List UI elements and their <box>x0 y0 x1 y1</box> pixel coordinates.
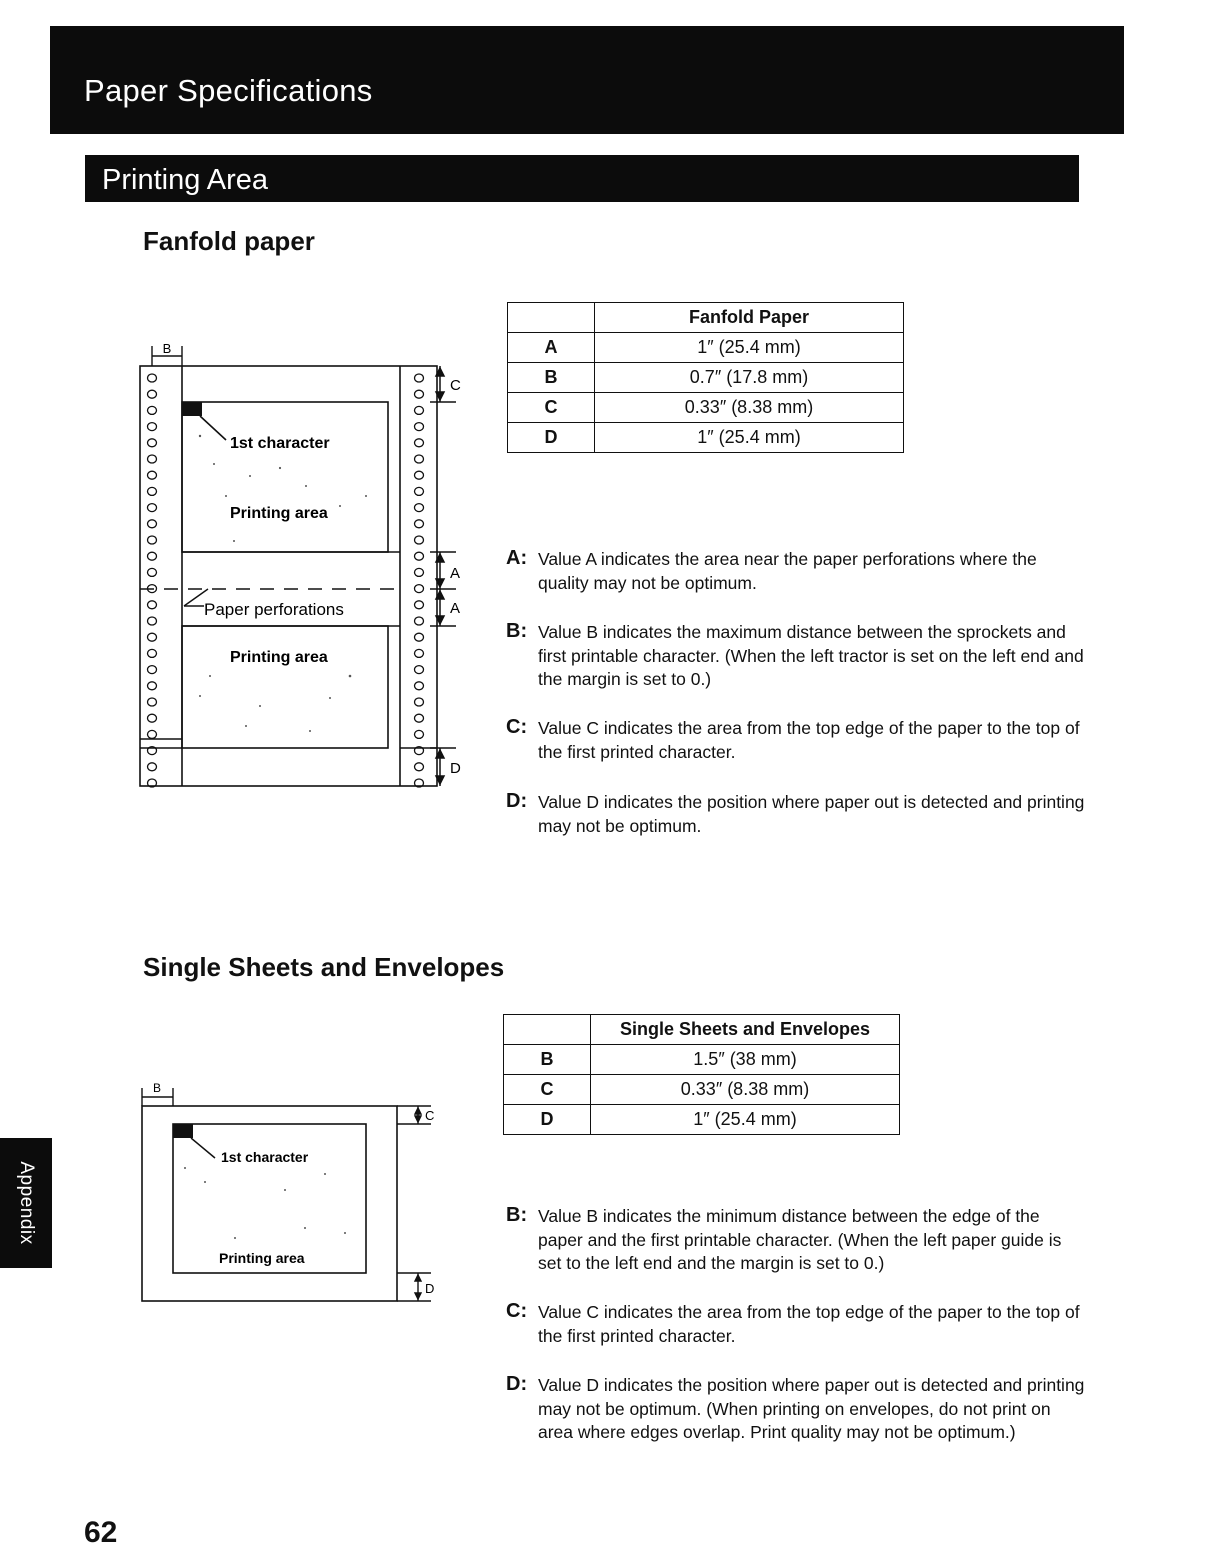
sprocket-hole <box>148 568 157 576</box>
sprocket-hole <box>148 730 157 738</box>
table-key-cell: A <box>508 333 595 363</box>
sprocket-hole <box>148 487 157 495</box>
fanfold-label-b: B <box>162 341 172 356</box>
page-number: 62 <box>84 1516 118 1549</box>
table-key-cell: C <box>508 393 595 423</box>
fanfold-table <box>507 302 904 453</box>
fanfold-paper-perforations: Paper perforations <box>204 600 344 619</box>
definition-text: Value A indicates the area near the paper perforations where the quality may not be optimum. <box>538 549 1037 593</box>
sprocket-hole <box>148 406 157 414</box>
sprocket-holes-right <box>415 374 424 787</box>
definition-letter: B: <box>506 620 528 642</box>
table-key-cell: B <box>508 363 595 393</box>
table-corner-cell <box>508 303 595 333</box>
sprocket-hole <box>415 633 424 641</box>
single-sheets-heading: Single Sheets and Envelopes <box>143 952 505 982</box>
fanfold-label-a-bottom: A <box>450 600 461 617</box>
sprocket-hole <box>415 552 424 560</box>
fanfold-label-d: D <box>450 760 461 777</box>
sprocket-hole <box>415 487 424 495</box>
single-first-character: 1st character <box>221 1149 309 1165</box>
table-value-cell: 0.7″ (17.8 mm) <box>595 363 904 393</box>
single-definition-c <box>506 1301 1086 1348</box>
single-printing-area: Printing area <box>219 1250 305 1266</box>
section-header <box>85 155 1079 202</box>
sprocket-hole <box>415 455 424 463</box>
single-sheets-diagram <box>135 1078 445 1308</box>
table-value-cell: 1″ (25.4 mm) <box>595 333 904 363</box>
section-title: Printing Area <box>102 164 269 196</box>
table-value-cell: 0.33″ (8.38 mm) <box>595 393 904 423</box>
table-key-cell: B <box>504 1045 591 1075</box>
sprocket-hole <box>148 552 157 560</box>
sprocket-hole <box>148 617 157 625</box>
fanfold-table-header: Fanfold Paper <box>595 303 904 333</box>
fanfold-label-a-top: A <box>450 565 461 582</box>
definition-text: Value C indicates the area from the top edge of the paper to the top of the first printed character. <box>538 718 1080 762</box>
sprocket-hole <box>148 536 157 544</box>
table-value-cell: 1″ (25.4 mm) <box>591 1105 900 1135</box>
table-value-cell: 0.33″ (8.38 mm) <box>591 1075 900 1105</box>
table-row <box>508 363 904 393</box>
appendix-tab <box>0 1138 52 1268</box>
table-value-cell: 1″ (25.4 mm) <box>595 423 904 453</box>
sprocket-hole <box>415 714 424 722</box>
fanfold-definition-c <box>506 717 1086 764</box>
sprocket-hole <box>415 390 424 398</box>
sprocket-hole <box>148 423 157 431</box>
fanfold-definition-a <box>506 548 1086 595</box>
sprocket-hole <box>148 520 157 528</box>
fanfold-printing-area-bottom: Printing area <box>230 649 328 666</box>
sprocket-hole <box>415 682 424 690</box>
sprocket-hole <box>415 520 424 528</box>
sprocket-hole <box>148 390 157 398</box>
fanfold-definition-d <box>506 791 1086 838</box>
sprocket-hole <box>148 471 157 479</box>
table-value-cell: 1.5″ (38 mm) <box>591 1045 900 1075</box>
definition-letter: D: <box>506 790 528 812</box>
sprocket-hole <box>148 666 157 674</box>
table-corner-cell <box>504 1015 591 1045</box>
table-header-row <box>504 1015 900 1045</box>
sprocket-hole <box>415 666 424 674</box>
table-row <box>504 1075 900 1105</box>
sprocket-hole <box>415 471 424 479</box>
fanfold-definition-b <box>506 621 1086 692</box>
table-row <box>508 393 904 423</box>
definition-text: Value D indicates the position where paper out is detected and printing may not be optimum. <box>538 792 1085 836</box>
sprocket-holes-left <box>148 374 157 787</box>
sprocket-hole <box>415 439 424 447</box>
fanfold-label-c: C <box>450 377 461 394</box>
definition-letter: D: <box>506 1373 528 1395</box>
single-label-d: D <box>425 1281 435 1296</box>
definition-letter: C: <box>506 1300 528 1322</box>
table-header-row <box>508 303 904 333</box>
appendix-tab-label: Appendix <box>16 1161 37 1245</box>
table-key-cell: D <box>504 1105 591 1135</box>
table-row <box>508 333 904 363</box>
sprocket-hole <box>415 617 424 625</box>
sprocket-hole <box>415 374 424 382</box>
page-header <box>50 26 1124 134</box>
definition-text: Value D indicates the position where paper out is detected and printing may not be optimum. (When printing on envelopes, do not print on area where edges overlap. Print quality may not be optimum.) <box>538 1375 1085 1442</box>
sprocket-hole <box>148 374 157 382</box>
table-key-cell: C <box>504 1075 591 1105</box>
sprocket-hole <box>415 763 424 771</box>
single-definition-b <box>506 1205 1086 1276</box>
single-label-c: C <box>425 1108 435 1123</box>
table-row <box>508 423 904 453</box>
single-table-header: Single Sheets and Envelopes <box>591 1015 900 1045</box>
fanfold-heading: Fanfold paper <box>143 226 315 256</box>
sprocket-hole <box>415 568 424 576</box>
sprocket-hole <box>148 714 157 722</box>
sprocket-hole <box>148 439 157 447</box>
sprocket-hole <box>148 504 157 512</box>
definition-letter: C: <box>506 716 528 738</box>
single-definition-d <box>506 1374 1086 1445</box>
table-key-cell: D <box>508 423 595 453</box>
table-row <box>504 1105 900 1135</box>
definition-letter: B: <box>506 1204 528 1226</box>
sprocket-hole <box>148 601 157 609</box>
sprocket-hole <box>148 649 157 657</box>
definition-text: Value B indicates the maximum distance between the sprockets and first printable character. (When the left tractor is set on the left end and the margin is set to 0.) <box>538 622 1084 689</box>
sprocket-hole <box>148 763 157 771</box>
sprocket-hole <box>415 649 424 657</box>
sprocket-hole <box>415 585 424 593</box>
sprocket-hole <box>415 536 424 544</box>
sprocket-hole <box>415 406 424 414</box>
fanfold-diagram <box>130 336 475 796</box>
definition-text: Value B indicates the minimum distance between the edge of the paper and the first printable character. (When the left paper guide is set to the left end and the margin is set to 0.) <box>538 1206 1062 1273</box>
fanfold-first-character: 1st character <box>230 435 330 452</box>
table-row <box>504 1045 900 1075</box>
sprocket-hole <box>415 423 424 431</box>
sprocket-hole <box>415 730 424 738</box>
sprocket-hole <box>415 698 424 706</box>
sprocket-hole <box>148 682 157 690</box>
fanfold-printing-area-top: Printing area <box>230 505 328 522</box>
single-label-b: B <box>152 1081 162 1095</box>
definition-text: Value C indicates the area from the top edge of the paper to the top of the first printed character. <box>538 1302 1080 1346</box>
sprocket-hole <box>415 601 424 609</box>
page-title: Paper Specifications <box>84 73 373 108</box>
definition-letter: A: <box>506 547 528 569</box>
sprocket-hole <box>148 455 157 463</box>
single-sheets-table <box>503 1014 900 1135</box>
sprocket-hole <box>148 698 157 706</box>
sprocket-hole <box>148 633 157 641</box>
sprocket-hole <box>415 504 424 512</box>
